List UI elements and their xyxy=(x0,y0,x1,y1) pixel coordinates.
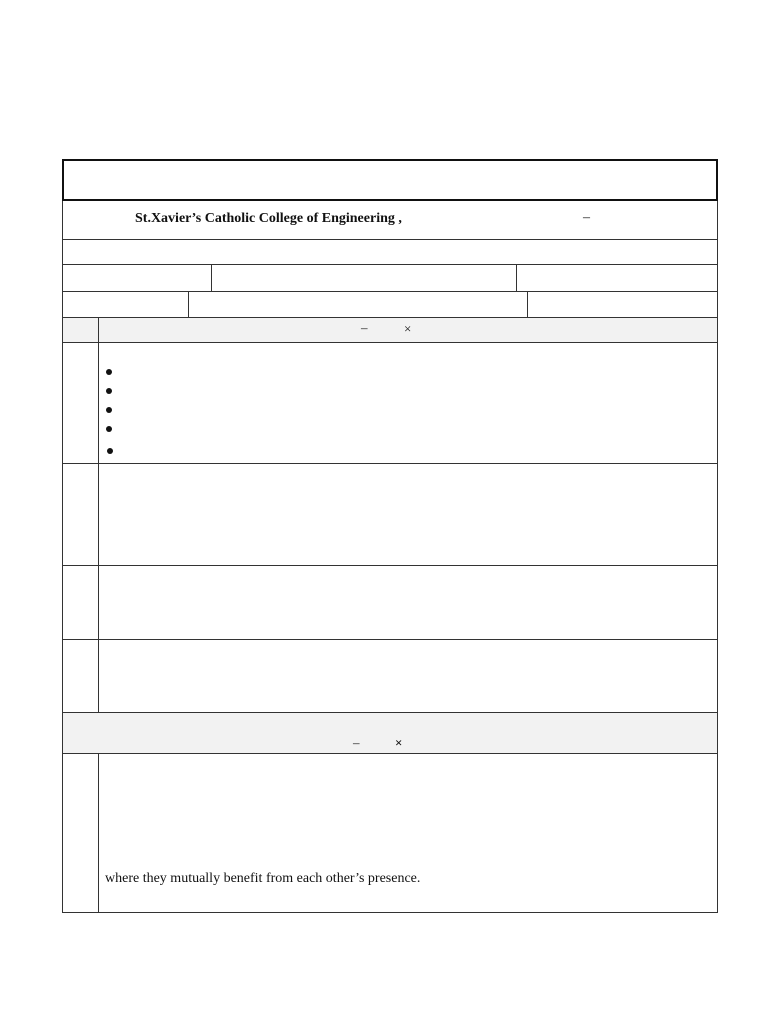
bullet-point xyxy=(107,448,113,454)
column-divider xyxy=(211,264,212,291)
college-name: St.Xavier’s Catholic College of Engineering , xyxy=(135,211,402,226)
row-divider xyxy=(62,291,718,292)
table-left-border xyxy=(62,201,63,913)
bullet-point xyxy=(106,407,112,413)
section-header-1-dash: – xyxy=(361,320,368,335)
row-divider xyxy=(62,239,718,240)
section-header-1 xyxy=(63,318,717,342)
row-divider xyxy=(62,565,718,566)
row-divider xyxy=(62,753,718,754)
title-box xyxy=(62,159,718,201)
table-right-border xyxy=(717,201,718,913)
bullet-point xyxy=(106,426,112,432)
row-divider xyxy=(62,639,718,640)
section-header-2 xyxy=(63,713,717,753)
table-bottom-border xyxy=(62,912,718,913)
row-divider xyxy=(62,342,718,343)
section-header-2-times: × xyxy=(395,735,403,750)
column-divider xyxy=(516,264,517,291)
row-divider xyxy=(62,463,718,464)
number-column-divider xyxy=(98,317,99,913)
form-table xyxy=(62,159,718,913)
college-dash: – xyxy=(583,210,590,225)
section-header-1-times: × xyxy=(404,321,412,336)
paragraph-text: where they mutually benefit from each other’s presence. xyxy=(105,871,421,886)
section-header-2-dash: – xyxy=(353,735,360,750)
bullet-point xyxy=(106,388,112,394)
bullet-point xyxy=(106,369,112,375)
column-divider xyxy=(527,291,528,317)
row-divider xyxy=(62,264,718,265)
column-divider xyxy=(188,291,189,317)
